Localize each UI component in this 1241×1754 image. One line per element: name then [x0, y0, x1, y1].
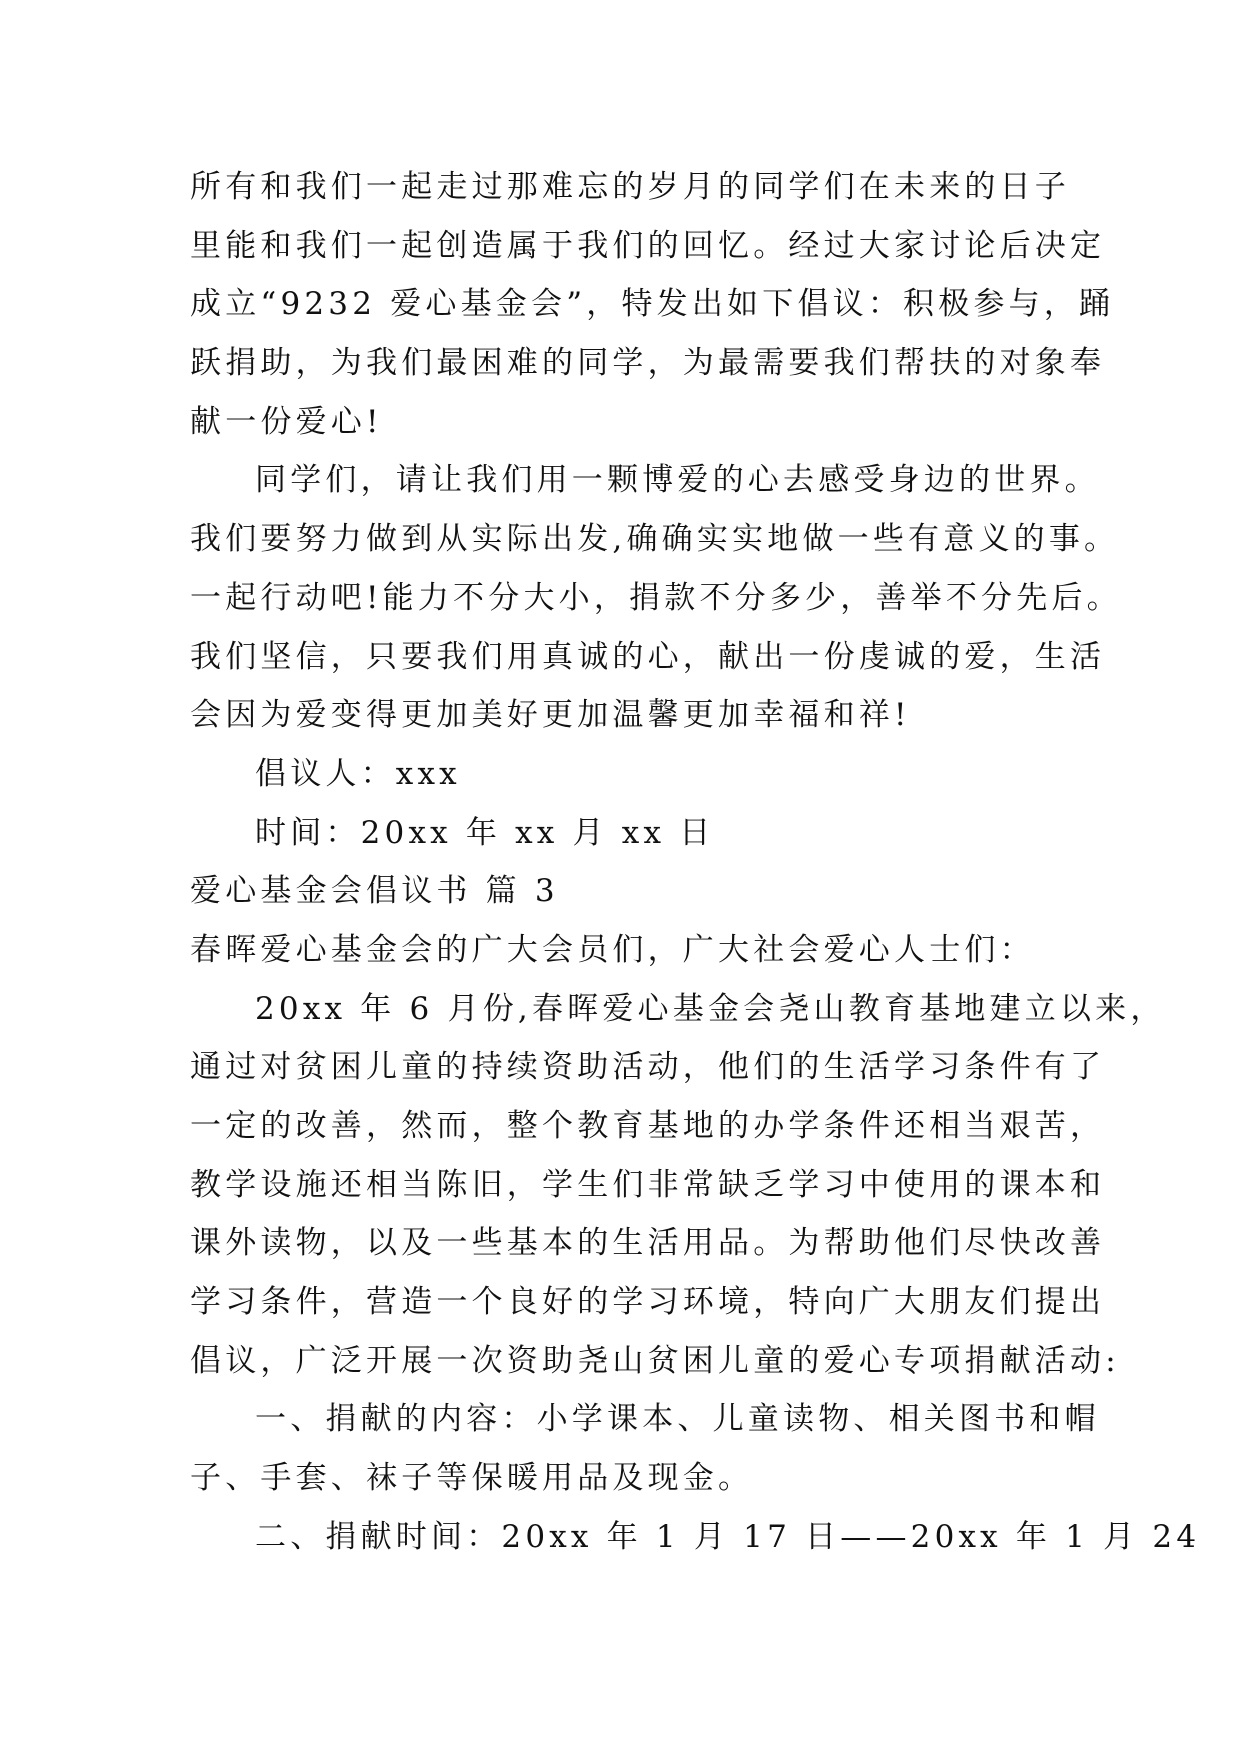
list-item-line: 二、捐献时间：20xx 年 1 月 17 日——20xx 年 1 月 24 [255, 1518, 1201, 1555]
salutation-line: 春晖爱心基金会的广大会员们，广大社会爱心人士们： [190, 931, 1035, 968]
paragraph-line: 同学们，请让我们用一颗博爱的心去感受身边的世界。 [255, 462, 1100, 499]
paragraph-line: 里能和我们一起创造属于我们的回忆。经过大家讨论后决定 [190, 227, 1106, 264]
paragraph-line: 一起行动吧!能力不分大小，捐款不分多少，善举不分先后。 [190, 579, 1122, 616]
paragraph-line: 所有和我们一起走过那难忘的岁月的同学们在未来的日子 [190, 169, 1070, 205]
paragraph-line: 跃捐助，为我们最困难的同学，为最需要我们帮扶的对象奉 [190, 345, 1106, 382]
paragraph-line: 我们要努力做到从实际出发,确确实实地做一些有意义的事。 [190, 521, 1120, 558]
paragraph-line: 学习条件，营造一个良好的学习环境，特向广大朋友们提出 [190, 1284, 1106, 1321]
list-item-line: 子、手套、袜子等保暖用品及现金。 [190, 1460, 754, 1497]
section-heading: 爱心基金会倡议书 篇 3 [190, 873, 559, 910]
list-item-line: 一、捐献的内容：小学课本、儿童读物、相关图书和帽 [255, 1401, 1100, 1438]
paragraph-line: 20xx 年 6 月份,春晖爱心基金会尧山教育基地建立以来， [255, 990, 1166, 1027]
paragraph-line: 成立“9232 爱心基金会”，特发出如下倡议：积极参与，踊 [190, 286, 1115, 323]
document-body [190, 158, 1201, 1567]
paragraph-line: 倡议，广泛开展一次资助尧山贫困儿童的爱心专项捐献活动: [190, 1342, 1120, 1379]
paragraph-line: 献一份爱心! [190, 403, 383, 440]
paragraph-line: 通过对贫困儿童的持续资助活动，他们的生活学习条件有了 [190, 1049, 1106, 1086]
paragraph-line: 教学设施还相当陈旧，学生们非常缺乏学习中使用的课本和 [190, 1166, 1106, 1203]
signer-line: 倡议人：xxx [255, 755, 461, 792]
paragraph-line: 会因为爱变得更加美好更加温馨更加幸福和祥! [190, 697, 911, 734]
date-line: 时间：20xx 年 xx 月 xx 日 [255, 814, 715, 851]
paragraph-line: 我们坚信，只要我们用真诚的心，献出一份虔诚的爱，生活 [190, 638, 1106, 675]
paragraph-line: 一定的改善，然而，整个教育基地的办学条件还相当艰苦， [190, 1108, 1106, 1144]
paragraph-line: 课外读物，以及一些基本的生活用品。为帮助他们尽快改善 [190, 1225, 1106, 1262]
